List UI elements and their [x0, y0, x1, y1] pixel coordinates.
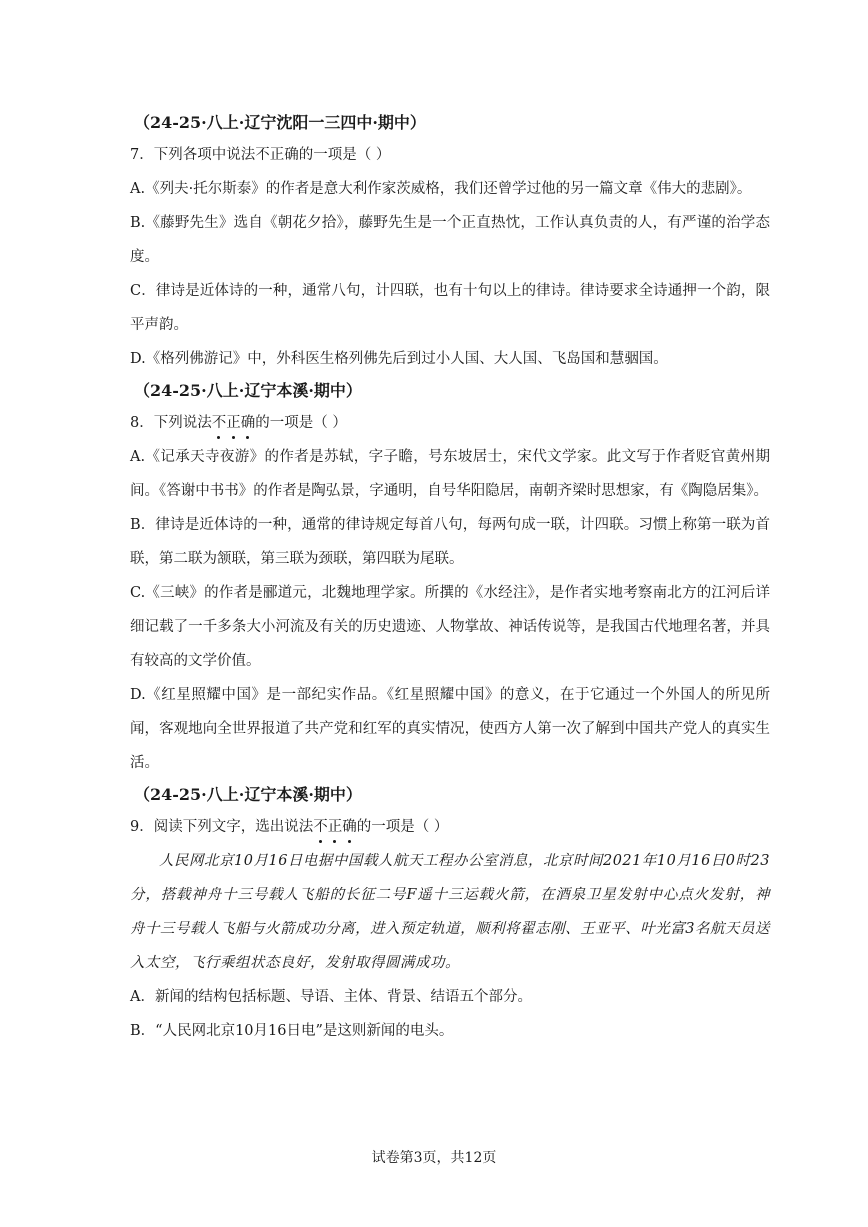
- page-content: [130, 108, 770, 1048]
- option-q9-b: B．“人民网北京10月16日电”是这则新闻的电头。: [130, 1023, 454, 1039]
- question-q8-suffix: 的一项是（ ）: [255, 415, 347, 431]
- option-q7-c: C．律诗是近体诗的一种，通常八句，计四联，也有十句以上的律诗。律诗要求全诗通押一个韵，限平声韵。: [130, 283, 770, 333]
- question-q7: 7．下列各项中说法不正确的一项是（ ）: [130, 147, 391, 163]
- option-q7-b: B.《藤野先生》选自《朝花夕拾》，藤野先生是一个正直热忱，工作认真负责的人，有严谨的治学态度。: [130, 215, 770, 265]
- option-q8-a: A.《记承天寺夜游》的作者是苏轼，字子瞻，号东坡居士，宋代文学家。此文写于作者贬官黄州期间。《答谢中书书》的作者是陶弘景，字通明，自号华阳隐居，南朝齐梁时思想家，有《陶隐居集》。: [130, 449, 770, 499]
- option-q8-b: B．律诗是近体诗的一种，通常的律诗规定每首八句，每两句成一联，计四联。习惯上称第一联为首联，第二联为颔联，第三联为颈联，第四联为尾联。: [130, 517, 770, 567]
- emphasis-char: 正: [226, 406, 241, 440]
- emphasis-char: 不: [313, 810, 328, 844]
- emphasis-char: 确: [241, 406, 256, 440]
- emphasis-char: 正: [328, 810, 343, 844]
- emphasis-char: 不: [212, 406, 227, 440]
- question-q8: [130, 406, 770, 440]
- option-q8-d: D.《红星照耀中国》是一部纪实作品。《红星照耀中国》的意义，在于它通过一个外国人的所见所闻，客观地向全世界报道了共产党和红军的真实情况，使西方人第一次了解到中国共产党人的真实生活。: [130, 687, 770, 771]
- question-q9-prefix: 9．阅读下列文字，选出说法: [130, 819, 314, 835]
- option-q7-d: D.《格列佛游记》中，外科医生格列佛先后到过小人国、大人国、飞岛国和慧骃国。: [130, 351, 668, 367]
- section-header-q9: （24-25·八上·辽宁本溪·期中）: [134, 785, 362, 804]
- section-header-q8: （24-25·八上·辽宁本溪·期中）: [134, 381, 362, 400]
- question-q9-suffix: 的一项是（ ）: [356, 819, 449, 835]
- option-q8-c: C.《三峡》的作者是郦道元，北魏地理学家。所撰的《水经注》，是作者实地考察南北方的江河后详细记载了一千多条大小河流及有关的历史遗迹、人物掌故、神话传说等，是我国古代地理名著，并具有较高的文学价值。: [130, 585, 770, 669]
- emphasis-char: 确: [342, 810, 357, 844]
- page-footer: 试卷第3页，共12页: [371, 1150, 497, 1166]
- section-header-q7: （24-25·八上·辽宁沈阳一三四中·期中）: [134, 113, 426, 132]
- option-q9-a: A．新闻的结构包括标题、导语、主体、背景、结语五个部分。: [130, 989, 532, 1005]
- question-q9: [130, 810, 770, 844]
- news-passage: 人民网北京10月16日电据中国载人航天工程办公室消息，北京时间2021年10月16日0时23分，搭载神舟十三号载人飞船的长征二号F遥十三运载火箭，在酒泉卫星发射中心点火发射，神舟十三号载人飞船与火箭成功分离，进入预定轨道，顺利将翟志刚、王亚平、叶光富3名航天员送入太空，飞行乘组状态良好，发射取得圆满成功。: [130, 853, 770, 971]
- question-q8-prefix: 8．下列说法: [130, 415, 212, 431]
- option-q7-a: A.《列夫·托尔斯泰》的作者是意大利作家茨威格，我们还曾学过他的另一篇文章《伟大的悲剧》。: [130, 181, 752, 197]
